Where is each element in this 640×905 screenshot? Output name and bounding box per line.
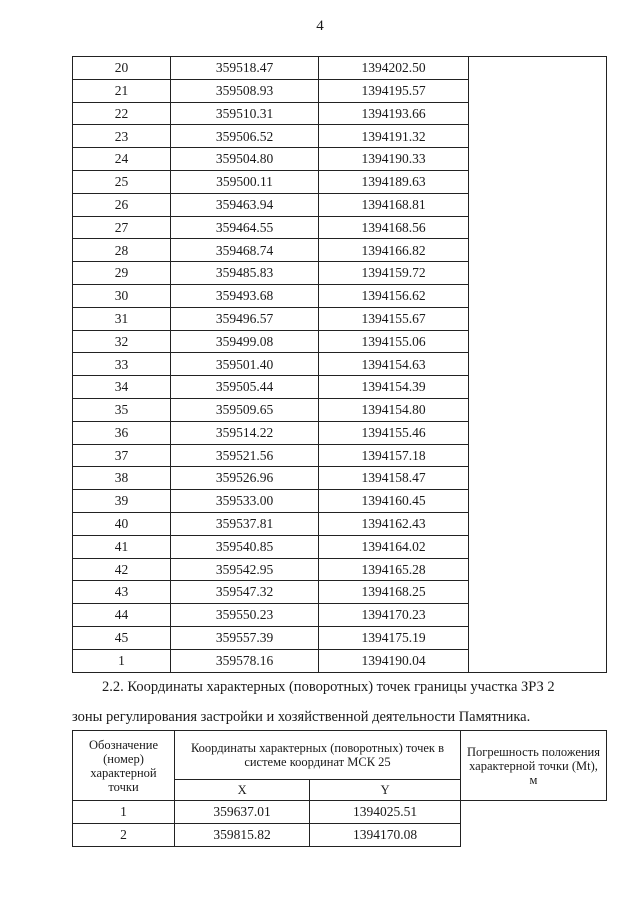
x-coordinate-cell: 359514.22 xyxy=(171,421,319,444)
y-coordinate-cell: 1394164.02 xyxy=(319,535,469,558)
y-coordinate-cell: 1394155.46 xyxy=(319,421,469,444)
y-coordinate-cell: 1394155.06 xyxy=(319,330,469,353)
point-number-cell: 2 xyxy=(73,824,175,847)
y-coordinate-cell: 1394168.81 xyxy=(319,193,469,216)
section-heading-line-2: зоны регулирования застройки и хозяйственной деятельности Памятника. xyxy=(72,709,531,725)
x-coordinate-cell: 359485.83 xyxy=(171,262,319,285)
table-header xyxy=(73,731,607,801)
point-number-cell: 37 xyxy=(73,444,171,467)
x-coordinate-cell: 359540.85 xyxy=(171,535,319,558)
point-number-cell: 20 xyxy=(73,57,171,80)
coordinates-table-zrz2 xyxy=(72,730,607,847)
x-coordinate-cell: 359542.95 xyxy=(171,558,319,581)
coordinates-table-zrz1 xyxy=(72,56,607,673)
header-y: Y xyxy=(310,780,461,801)
y-coordinate-cell: 1394170.08 xyxy=(310,824,461,847)
page-number: 4 xyxy=(316,18,324,34)
point-number-cell: 21 xyxy=(73,79,171,102)
y-coordinate-cell: 1394190.33 xyxy=(319,148,469,171)
table-row xyxy=(73,57,607,80)
x-coordinate-cell: 359505.44 xyxy=(171,376,319,399)
x-coordinate-cell: 359526.96 xyxy=(171,467,319,490)
point-number-cell: 40 xyxy=(73,512,171,535)
x-coordinate-cell: 359518.47 xyxy=(171,57,319,80)
point-number-cell: 42 xyxy=(73,558,171,581)
point-number-cell: 1 xyxy=(73,649,171,672)
x-coordinate-cell: 359501.40 xyxy=(171,353,319,376)
section-heading-line-1: 2.2. Координаты характерных (поворотных) точек границы участка ЗРЗ 2 xyxy=(102,679,555,695)
header-row xyxy=(73,731,607,780)
x-coordinate-cell: 359464.55 xyxy=(171,216,319,239)
x-coordinate-cell: 359578.16 xyxy=(171,649,319,672)
y-coordinate-cell: 1394175.19 xyxy=(319,626,469,649)
y-coordinate-cell: 1394156.62 xyxy=(319,284,469,307)
x-coordinate-cell: 359637.01 xyxy=(175,801,310,824)
point-number-cell: 35 xyxy=(73,398,171,421)
point-number-cell: 36 xyxy=(73,421,171,444)
y-coordinate-cell: 1394168.25 xyxy=(319,581,469,604)
point-number-cell: 27 xyxy=(73,216,171,239)
point-number-cell: 30 xyxy=(73,284,171,307)
x-coordinate-cell: 359463.94 xyxy=(171,193,319,216)
x-coordinate-cell: 359499.08 xyxy=(171,330,319,353)
header-point-designation: Обозначение (номер) характерной точки xyxy=(73,731,175,801)
x-coordinate-cell: 359509.65 xyxy=(171,398,319,421)
point-number-cell: 22 xyxy=(73,102,171,125)
point-number-cell: 41 xyxy=(73,535,171,558)
y-coordinate-cell: 1394157.18 xyxy=(319,444,469,467)
header-x: X xyxy=(175,780,310,801)
y-coordinate-cell: 1394158.47 xyxy=(319,467,469,490)
x-coordinate-cell: 359537.81 xyxy=(171,512,319,535)
y-coordinate-cell: 1394025.51 xyxy=(310,801,461,824)
point-number-cell: 38 xyxy=(73,467,171,490)
x-coordinate-cell: 359496.57 xyxy=(171,307,319,330)
x-coordinate-cell: 359493.68 xyxy=(171,284,319,307)
x-coordinate-cell: 359500.11 xyxy=(171,170,319,193)
point-number-cell: 1 xyxy=(73,801,175,824)
y-coordinate-cell: 1394168.56 xyxy=(319,216,469,239)
point-number-cell: 34 xyxy=(73,376,171,399)
y-coordinate-cell: 1394154.39 xyxy=(319,376,469,399)
point-number-cell: 32 xyxy=(73,330,171,353)
y-coordinate-cell: 1394202.50 xyxy=(319,57,469,80)
y-coordinate-cell: 1394193.66 xyxy=(319,102,469,125)
y-coordinate-cell: 1394189.63 xyxy=(319,170,469,193)
point-number-cell: 44 xyxy=(73,604,171,627)
point-number-cell: 43 xyxy=(73,581,171,604)
table-row xyxy=(73,801,607,824)
y-coordinate-cell: 1394162.43 xyxy=(319,512,469,535)
x-coordinate-cell: 359510.31 xyxy=(171,102,319,125)
point-number-cell: 39 xyxy=(73,490,171,513)
x-coordinate-cell: 359468.74 xyxy=(171,239,319,262)
x-coordinate-cell: 359533.00 xyxy=(171,490,319,513)
header-position-error: Погрешность положения характерной точки (Mt), м xyxy=(461,731,607,801)
x-coordinate-cell: 359815.82 xyxy=(175,824,310,847)
error-column-cell xyxy=(469,57,607,673)
x-coordinate-cell: 359504.80 xyxy=(171,148,319,171)
x-coordinate-cell: 359550.23 xyxy=(171,604,319,627)
y-coordinate-cell: 1394155.67 xyxy=(319,307,469,330)
x-coordinate-cell: 359547.32 xyxy=(171,581,319,604)
x-coordinate-cell: 359521.56 xyxy=(171,444,319,467)
y-coordinate-cell: 1394154.80 xyxy=(319,398,469,421)
y-coordinate-cell: 1394195.57 xyxy=(319,79,469,102)
coordinates-table-body xyxy=(73,57,607,673)
point-number-cell: 24 xyxy=(73,148,171,171)
point-number-cell: 45 xyxy=(73,626,171,649)
coordinates-table-body xyxy=(73,801,607,847)
y-coordinate-cell: 1394160.45 xyxy=(319,490,469,513)
y-coordinate-cell: 1394170.23 xyxy=(319,604,469,627)
point-number-cell: 26 xyxy=(73,193,171,216)
y-coordinate-cell: 1394154.63 xyxy=(319,353,469,376)
point-number-cell: 31 xyxy=(73,307,171,330)
y-coordinate-cell: 1394166.82 xyxy=(319,239,469,262)
y-coordinate-cell: 1394190.04 xyxy=(319,649,469,672)
y-coordinate-cell: 1394191.32 xyxy=(319,125,469,148)
point-number-cell: 33 xyxy=(73,353,171,376)
header-coordinates: Координаты характерных (поворотных) точек в системе координат МСК 25 xyxy=(175,731,461,780)
x-coordinate-cell: 359506.52 xyxy=(171,125,319,148)
y-coordinate-cell: 1394165.28 xyxy=(319,558,469,581)
point-number-cell: 23 xyxy=(73,125,171,148)
point-number-cell: 28 xyxy=(73,239,171,262)
x-coordinate-cell: 359508.93 xyxy=(171,79,319,102)
point-number-cell: 29 xyxy=(73,262,171,285)
point-number-cell: 25 xyxy=(73,170,171,193)
table-row xyxy=(73,824,607,847)
x-coordinate-cell: 359557.39 xyxy=(171,626,319,649)
y-coordinate-cell: 1394159.72 xyxy=(319,262,469,285)
